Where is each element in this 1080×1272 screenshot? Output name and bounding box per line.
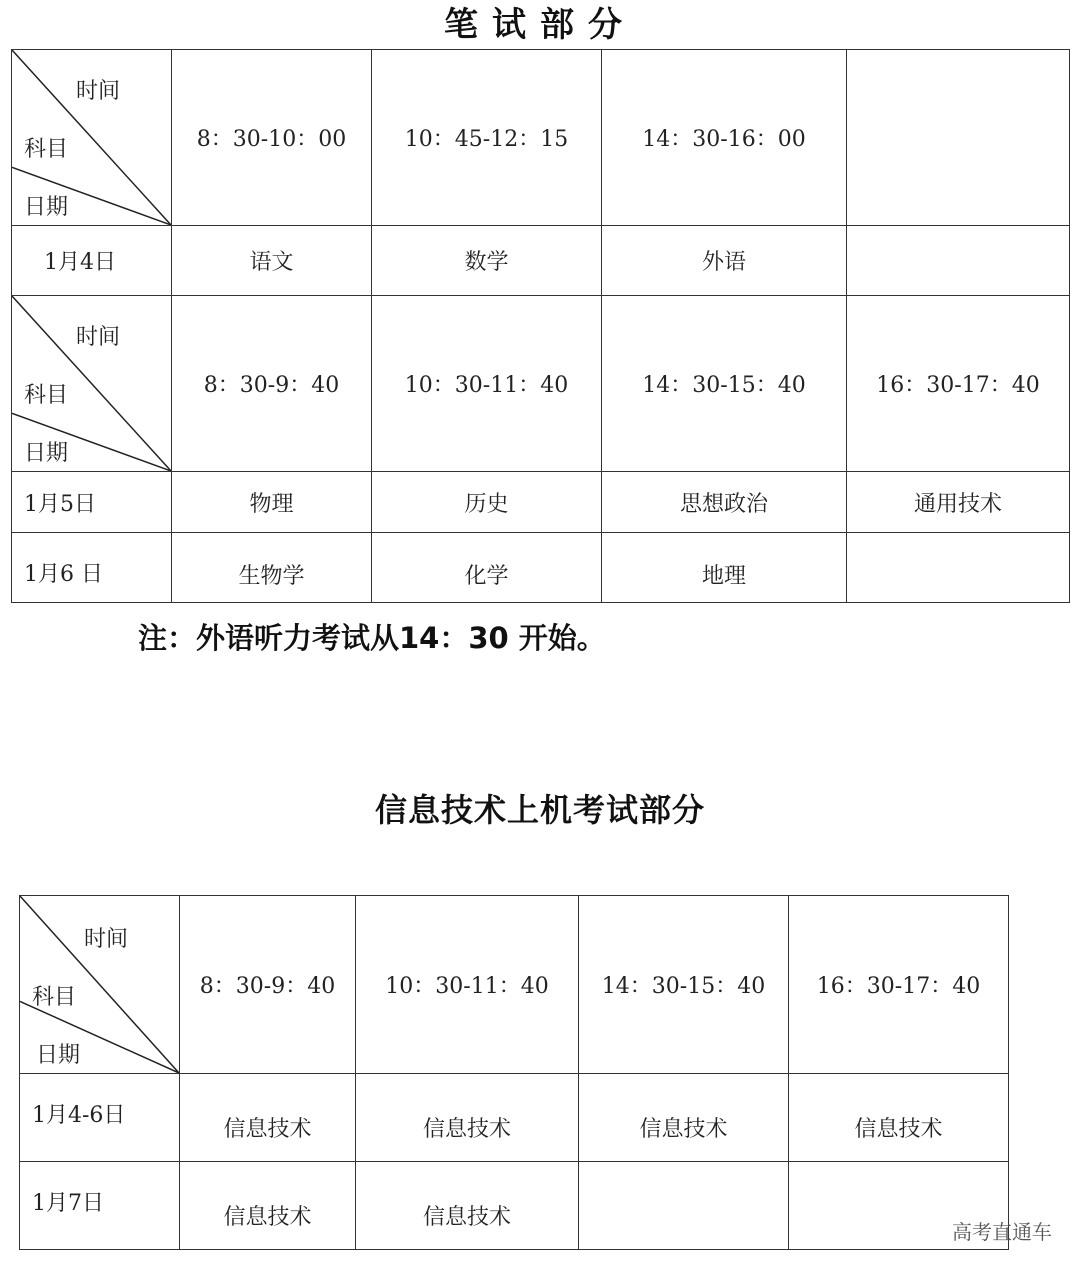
time-slot: 14：30-16：00	[602, 50, 847, 226]
written-section-title: 笔试部分	[444, 5, 636, 45]
table-row	[12, 533, 1070, 603]
header-label-time: 时间	[84, 927, 129, 952]
time-slot: 16：30-17：40	[847, 296, 1070, 472]
subject-cell: 信息技术	[356, 1162, 579, 1250]
header-label-subject: 科目	[32, 985, 77, 1010]
header-row	[20, 896, 1009, 1074]
subject-cell: 物理	[172, 472, 372, 533]
header-label-subject: 科目	[24, 137, 69, 162]
subject-cell: 信息技术	[180, 1162, 356, 1250]
subject-cell: 语文	[172, 226, 372, 296]
subject-cell	[579, 1162, 789, 1250]
source-watermark: 高考直通车	[952, 1220, 1052, 1244]
header-label-time: 时间	[76, 79, 121, 104]
subject-cell: 信息技术	[579, 1074, 789, 1162]
date-cell: 1月6 日	[12, 533, 172, 603]
header-row-block1	[12, 50, 1070, 226]
header-label-subject: 科目	[24, 383, 69, 408]
subject-cell: 外语	[602, 226, 847, 296]
listening-test-note: 注：外语听力考试从14：30 开始。	[138, 621, 606, 655]
time-slot: 14：30-15：40	[602, 296, 847, 472]
subject-cell: 化学	[372, 533, 602, 603]
computer-schedule-table	[19, 895, 1009, 1250]
header-label-date: 日期	[36, 1043, 81, 1068]
subject-cell	[847, 226, 1070, 296]
time-slot: 8：30-10：00	[172, 50, 372, 226]
time-slot: 8：30-9：40	[180, 896, 356, 1074]
subject-cell: 通用技术	[847, 472, 1070, 533]
subject-cell: 生物学	[172, 533, 372, 603]
date-cell: 1月5日	[12, 472, 172, 533]
time-slot: 14：30-15：40	[579, 896, 789, 1074]
time-slot: 16：30-17：40	[789, 896, 1009, 1074]
table-row	[12, 472, 1070, 533]
written-schedule-table	[11, 49, 1070, 603]
subject-cell: 地理	[602, 533, 847, 603]
table-row	[20, 1074, 1009, 1162]
date-cell: 1月4-6日	[20, 1074, 180, 1162]
header-label-date: 日期	[24, 441, 69, 466]
subject-cell: 历史	[372, 472, 602, 533]
header-label-date: 日期	[24, 195, 69, 220]
time-slot: 10：45-12：15	[372, 50, 602, 226]
subject-cell: 思想政治	[602, 472, 847, 533]
diagonal-header-cell	[20, 896, 180, 1074]
header-row-block2	[12, 296, 1070, 472]
subject-cell	[847, 533, 1070, 603]
date-cell: 1月4日	[12, 226, 172, 296]
computer-section-title: 信息技术上机考试部分	[374, 791, 705, 829]
time-slot: 10：30-11：40	[372, 296, 602, 472]
diagonal-header-cell	[12, 50, 172, 226]
subject-cell: 信息技术	[180, 1074, 356, 1162]
diagonal-header-cell	[12, 296, 172, 472]
table-row	[20, 1162, 1009, 1250]
date-cell: 1月7日	[20, 1162, 180, 1250]
time-slot: 8：30-9：40	[172, 296, 372, 472]
subject-cell: 信息技术	[356, 1074, 579, 1162]
time-slot	[847, 50, 1070, 226]
subject-cell: 数学	[372, 226, 602, 296]
subject-cell: 信息技术	[789, 1074, 1009, 1162]
header-label-time: 时间	[76, 325, 121, 350]
table-row	[12, 226, 1070, 296]
time-slot: 10：30-11：40	[356, 896, 579, 1074]
